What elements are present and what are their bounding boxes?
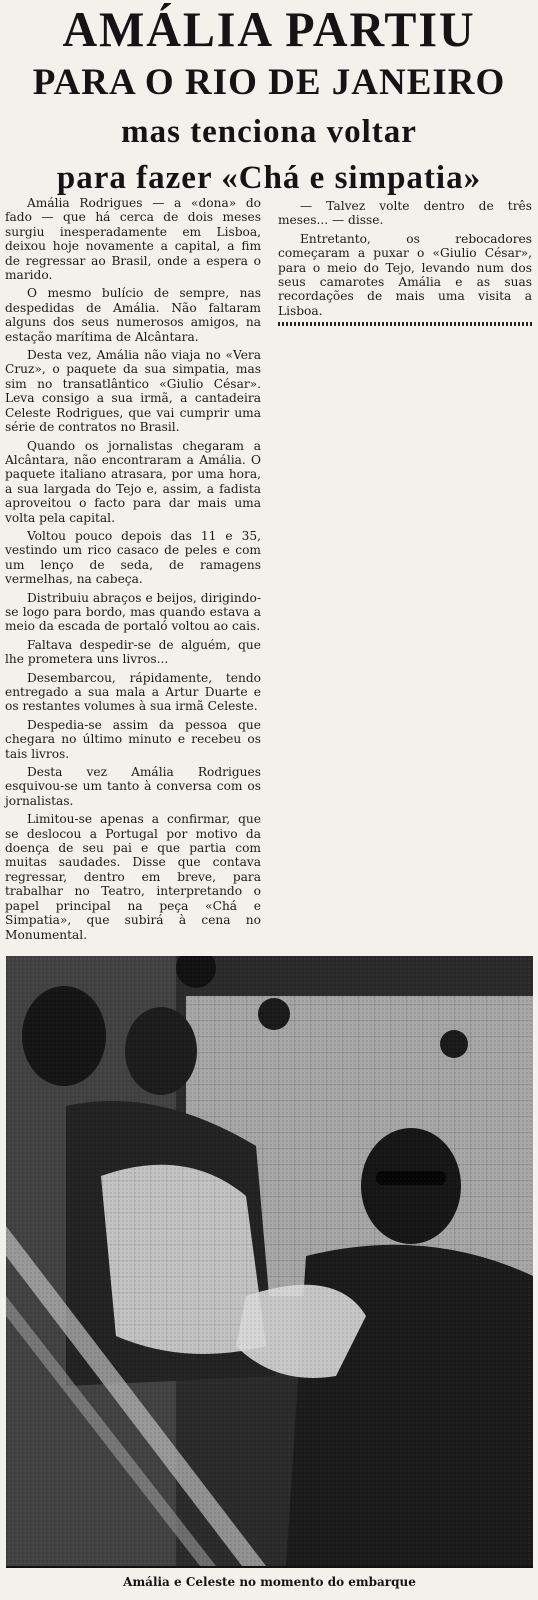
headline-main: AMÁLIA PARTIU (62, 1, 476, 57)
news-photo (6, 956, 533, 1566)
paragraph: Limitou-se apenas a confirmar, que se deslocou a Portugal por motivo da doença de seu pai e que partia com muitas saudades. Disse que contava regressar, dentro em breve, para trabalhar no Teatro, interpretando o papel principal na peça «Chá e Simpatia», que subirá à cena no Monumental. (5, 812, 261, 942)
paragraph: Desta vez Amália Rodrigues esquivou-se um tanto à conversa com os jornalistas. (5, 765, 261, 808)
paragraph: Despedia-se assim da pessoa que chegara no último minuto e recebeu os tais livros. (5, 717, 261, 761)
article-right-column (278, 199, 532, 326)
paragraph: — Talvez volte dentro de três meses... — disse. (278, 199, 532, 228)
paragraph: Quando os jornalistas chegaram a Alcântara, não encontraram a Amália. O paquete italiano atrasara, por uma hora, a sua largada do Tejo e, assim, a fadista aproveitou o facto para dar mais uma volta pela capital. (5, 438, 261, 525)
photo-caption: Amália e Celeste no momento do embarque (6, 1566, 533, 1598)
article-left-column (5, 196, 261, 946)
subheadline-second: para fazer «Chá e simpatia» (56, 160, 482, 196)
paragraph: Distribuiu abraços e beijos, dirigindo-se logo para bordo, mas quando estava a meio da escada de portaló voltou ao cais. (5, 590, 261, 634)
photo-illustration (6, 956, 533, 1566)
column-divider-rule (278, 322, 532, 326)
subheadline-first: mas tenciona voltar (121, 114, 417, 150)
paragraph: O mesmo bulício de sempre, nas despedidas de Amália. Não faltaram alguns dos seus numerosos amigos, na estação marítima de Alcântara. (5, 286, 261, 344)
paragraph: Faltava despedir-se de alguém, que lhe prometera uns livros... (5, 637, 261, 667)
paragraph: Desembarcou, rápidamente, tendo entregado a sua mala a Artur Duarte e os restantes volumes à sua irmã Celeste. (5, 670, 261, 714)
headline-second: PARA O RIO DE JANEIRO (32, 62, 506, 103)
paragraph: Desta vez, Amália não viaja no «Vera Cruz», o paquete da sua simpatia, mas sim no transatlântico «Giulio César». Leva consigo a sua irmã, a cantadeira Celeste Rodrigues, que vai cumprir uma série de contratos no Brasil. (5, 348, 261, 435)
paragraph: Voltou pouco depois das 11 e 35, vestindo um rico casaco de peles e com um lenço de seda, de ramagens vermelhas, na cabeça. (5, 528, 261, 587)
paragraph: Amália Rodrigues — a «dona» do fado — que há cerca de dois meses surgiu inesperadamente em Lisboa, deixou hoje novamente a capital, a fim de regressar ao Brasil, onde a espera o marido. (5, 196, 261, 283)
paragraph: Entretanto, os rebocadores começaram a puxar o «Giulio César», para o meio do Tejo, levando num dos seus camarotes Amália e as suas recordações de mais uma visita a Lisboa. (278, 231, 532, 318)
